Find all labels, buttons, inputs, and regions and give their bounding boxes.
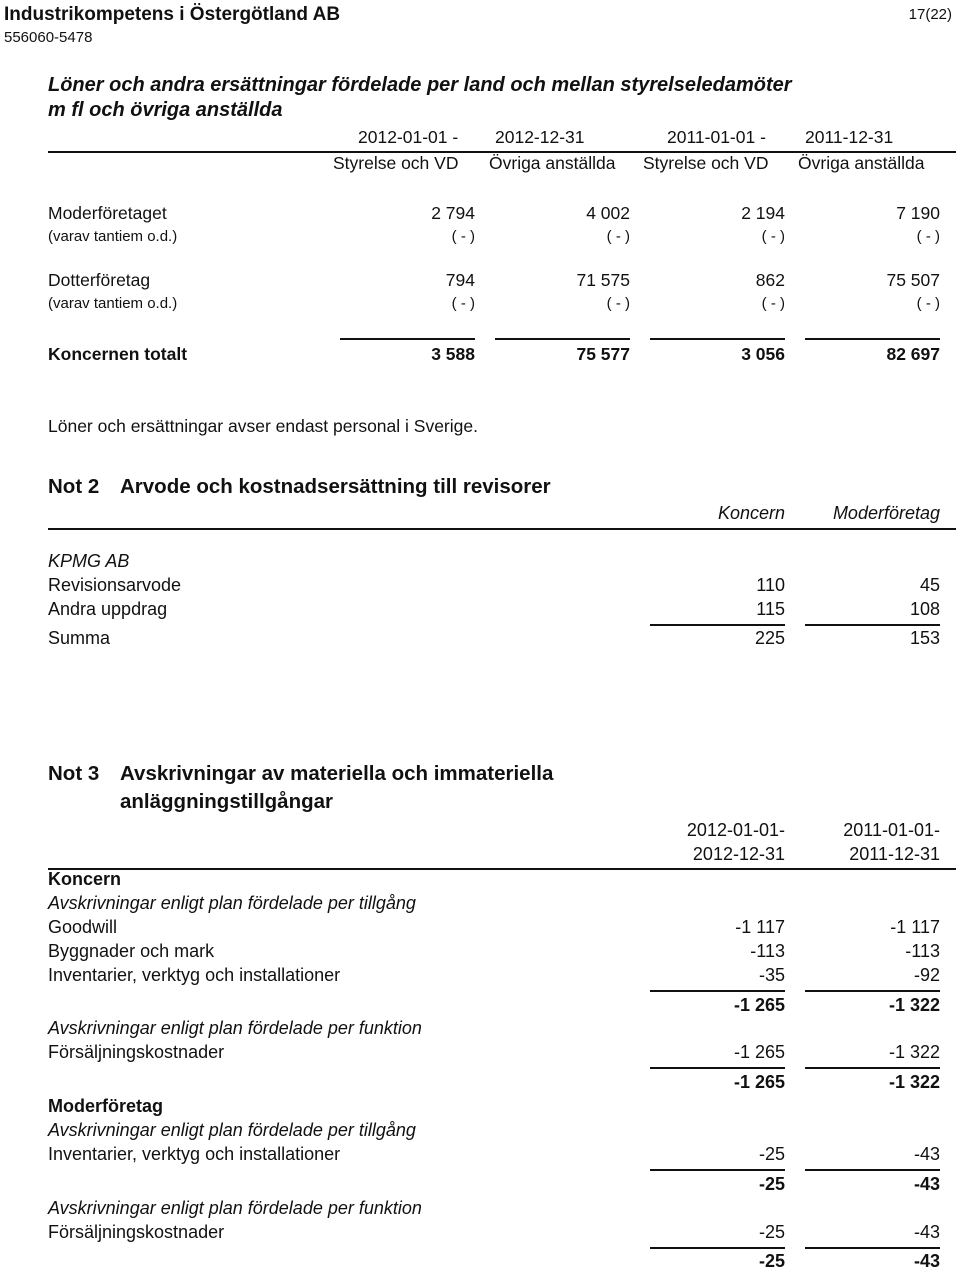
- total-label: Koncernen totalt: [48, 344, 188, 364]
- row-label: Moderföretaget: [48, 203, 167, 223]
- salaries-footnote: Löner och ersättningar avser endast personal i Sverige.: [48, 416, 478, 436]
- period2-from: 2011-01-01 -: [667, 127, 766, 147]
- page-number: 17(22): [908, 6, 952, 23]
- period1-to: 2012-12-31: [495, 127, 585, 147]
- cell: -113: [750, 941, 785, 961]
- cell: -43: [913, 1222, 940, 1242]
- total-underline: [495, 338, 630, 340]
- cell: 2 194: [741, 203, 785, 223]
- sum-label: Summa: [48, 628, 111, 648]
- total-cell: 82 697: [886, 344, 940, 364]
- total-cell: 3 056: [741, 344, 785, 364]
- subtotal-cell: -43: [913, 1174, 940, 1194]
- cell: -92: [913, 965, 940, 985]
- cell: -25: [758, 1222, 785, 1242]
- total-underline: [805, 338, 940, 340]
- group-function-heading: Avskrivningar enligt plan fördelade per funktion: [48, 1018, 422, 1038]
- cell: 110: [756, 575, 785, 595]
- cell: -1 117: [890, 917, 940, 937]
- note3-title-line2: anläggningstillgångar: [120, 790, 333, 813]
- period1-from: 2012-01-01 -: [358, 127, 459, 147]
- group-asset-heading: Avskrivningar enligt plan fördelade per tillgång: [48, 893, 416, 913]
- sum-underline: [805, 624, 940, 626]
- row-label: Inventarier, verktyg och installationer: [48, 1144, 341, 1164]
- note3-number: Not 3: [48, 762, 100, 785]
- cell: 7 190: [896, 203, 940, 223]
- company-name: Industrikompetens i Östergötland AB: [4, 4, 341, 25]
- note3-divider: [48, 868, 956, 870]
- cell: -1 117: [735, 917, 785, 937]
- cell: ( - ): [451, 295, 475, 312]
- sum-underline: [650, 624, 785, 626]
- cell: -25: [758, 1144, 785, 1164]
- cell: ( - ): [606, 295, 630, 312]
- parent-heading: Moderföretag: [48, 1096, 164, 1116]
- subtotal-cell: -25: [758, 1251, 785, 1271]
- org-number: 556060-5478: [4, 29, 93, 46]
- col-header-board-2011: Styrelse och VD: [643, 153, 769, 173]
- row-label: Försäljningskostnader: [48, 1042, 225, 1062]
- cell: ( - ): [916, 228, 940, 245]
- cell: 45: [919, 575, 940, 595]
- cell: ( - ): [761, 228, 785, 245]
- total-cell: 3 588: [431, 344, 475, 364]
- subtotal-underline: [805, 1169, 940, 1171]
- cell: 2 794: [431, 203, 475, 223]
- note2-col-koncern: Koncern: [717, 503, 785, 523]
- col-header-other-2011: Övriga anställda: [798, 153, 925, 173]
- row-label: Byggnader och mark: [48, 941, 215, 961]
- row-label: (varav tantiem o.d.): [48, 228, 178, 245]
- note2-auditor: KPMG AB: [48, 551, 130, 571]
- cell: 71 575: [576, 270, 630, 290]
- subtotal-cell: -43: [913, 1251, 940, 1271]
- cell: 4 002: [586, 203, 630, 223]
- total-underline: [340, 338, 475, 340]
- subtotal-underline: [805, 990, 940, 992]
- col-header-board-2012: Styrelse och VD: [333, 153, 459, 173]
- group-heading: Koncern: [48, 869, 122, 889]
- cell: -1 322: [888, 1042, 940, 1062]
- total-underline: [650, 338, 785, 340]
- row-label: Revisionsarvode: [48, 575, 182, 595]
- note3-title-line1: Avskrivningar av materiella och immateriella: [120, 762, 554, 785]
- cell: ( - ): [606, 228, 630, 245]
- subtotal-underline: [650, 1247, 785, 1249]
- salaries-title-line2: m fl och övriga anställda: [48, 99, 283, 121]
- subtotal-underline: [650, 990, 785, 992]
- row-label: Inventarier, verktyg och installationer: [48, 965, 341, 985]
- cell: 794: [445, 270, 475, 290]
- cell: 115: [756, 599, 785, 619]
- cell: 862: [755, 270, 785, 290]
- subtotal-cell: -1 265: [733, 1072, 785, 1092]
- cell: ( - ): [916, 295, 940, 312]
- note3-col1-line1: 2012-01-01-: [686, 820, 785, 840]
- note2-divider: [48, 528, 956, 530]
- note2-title: Arvode och kostnadsersättning till revisorer: [120, 475, 551, 498]
- parent-asset-heading: Avskrivningar enligt plan fördelade per tillgång: [48, 1120, 416, 1140]
- sum-cell: 153: [909, 628, 940, 648]
- col-header-other-2012: Övriga anställda: [489, 153, 616, 173]
- cell: ( - ): [451, 228, 475, 245]
- salaries-title-line1: Löner och andra ersättningar fördelade per land och mellan styrelseledamöter: [48, 74, 792, 96]
- note2-col-moderforetag: Moderföretag: [832, 503, 940, 523]
- row-label: Goodwill: [48, 917, 118, 937]
- row-label: Försäljningskostnader: [48, 1222, 225, 1242]
- note3-col1-line2: 2012-12-31: [692, 844, 785, 864]
- cell: 108: [909, 599, 940, 619]
- row-label: (varav tantiem o.d.): [48, 295, 178, 312]
- sum-cell: 225: [754, 628, 785, 648]
- total-cell: 75 577: [576, 344, 630, 364]
- cell: -1 265: [733, 1042, 785, 1062]
- subtotal-underline: [650, 1169, 785, 1171]
- subtotal-cell: -1 322: [888, 995, 940, 1015]
- period2-to: 2011-12-31: [805, 127, 894, 147]
- subtotal-underline: [650, 1067, 785, 1069]
- parent-function-heading: Avskrivningar enligt plan fördelade per funktion: [48, 1198, 422, 1218]
- cell: -43: [913, 1144, 940, 1164]
- subtotal-cell: -1 322: [888, 1072, 940, 1092]
- cell: 75 507: [886, 270, 940, 290]
- note2-number: Not 2: [48, 475, 100, 498]
- cell: -35: [758, 965, 785, 985]
- subtotal-cell: -1 265: [733, 995, 785, 1015]
- cell: -113: [905, 941, 940, 961]
- row-label: Dotterföretag: [48, 270, 151, 290]
- cell: ( - ): [761, 295, 785, 312]
- note3-col2-line1: 2011-01-01-: [843, 820, 940, 840]
- subtotal-underline: [805, 1067, 940, 1069]
- subtotal-cell: -25: [758, 1174, 785, 1194]
- subtotal-underline: [805, 1247, 940, 1249]
- row-label: Andra uppdrag: [48, 599, 168, 619]
- note3-col2-line2: 2011-12-31: [849, 844, 940, 864]
